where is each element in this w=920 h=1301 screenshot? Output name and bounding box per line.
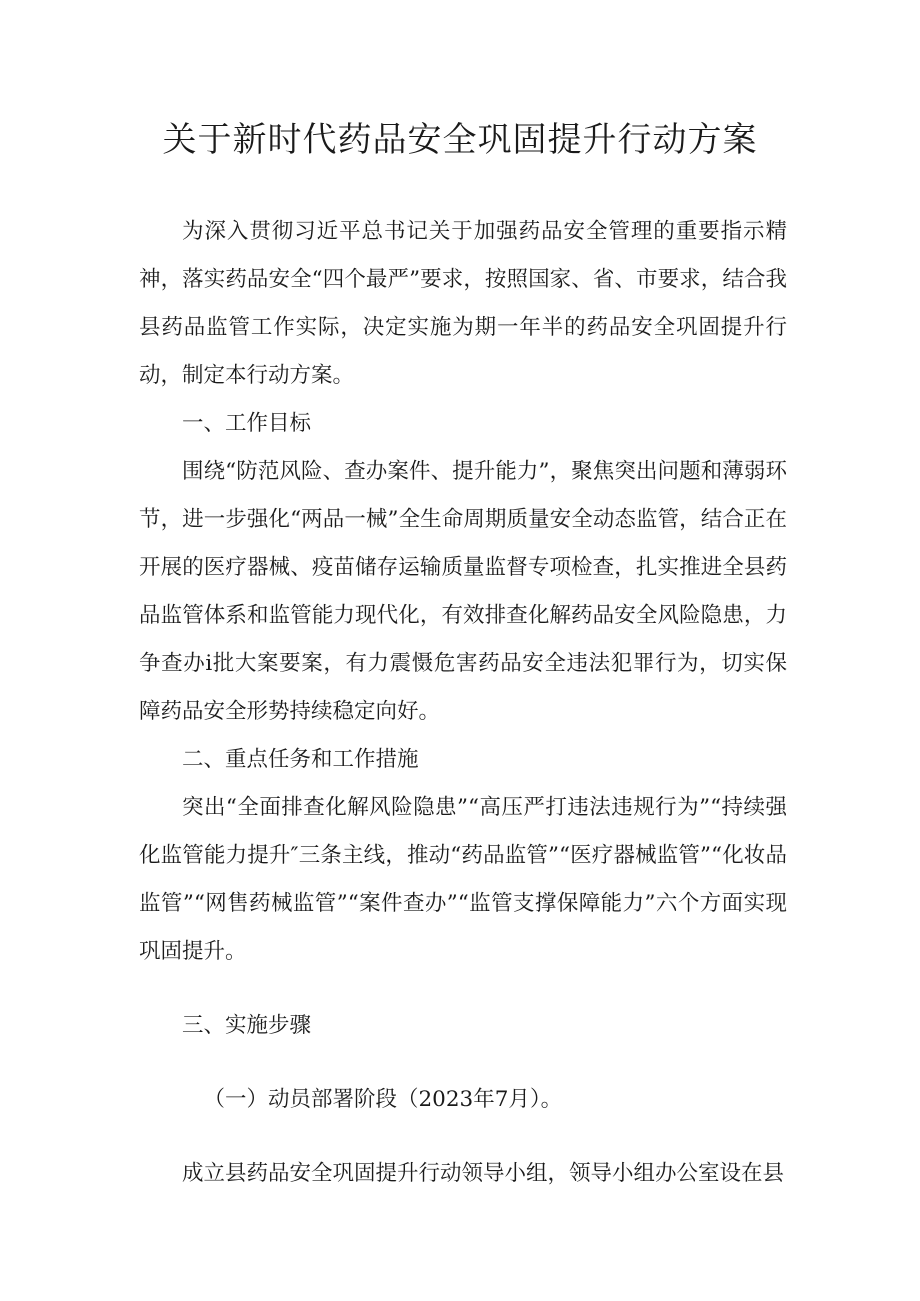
spacer [139,1124,787,1150]
section-3-subheading: （一）动员部署阶段（2023年7月）。 [203,1087,563,1112]
section-3-paragraph: 成立县药品安全巩固提升行动领导小组，领导小组办公室设在县 [182,1161,785,1186]
intro-paragraph: 为深入贯彻习近平总书记关于加强药品安全管理的重要指示精神，落实药品安全“四个最严”要求，按照国家、省、市要求，结合我县药品监管工作实际，决定实施为期一年半的药品安全巩固提升行动，制定本行动方案。 [139,219,787,388]
document-title: 关于新时代药品安全巩固提升行动方案 [162,120,758,160]
section-1-paragraph: 围绕“防范风险、查办案件、提升能力”，聚焦突出问题和薄弱环节，进一步强化“两品一械”全生命周期质量安全动态监管，结合正在开展的医疗器械、疫苗储存运输质量监督专项检查，扎实推进全县药品监管体系和监管能力现代化，有效排查化解药品安全风险隐患，力争查办i批大案要案，有力震慑危害药品安全违法犯罪行为，切实保障药品安全形势持续稳定向好。 [139,459,787,724]
section-3-heading: 三、实施步骤 [182,1013,312,1038]
spacer [139,1050,787,1076]
section-2-paragraph: 突出“全面排查化解风险隐患”“高压严打违法违规行为”“持续强化监管能力提升″三条主线，推动“药品监管”“医疗器械监管”“化妆品监管”“网售药械监管”“案件查办”“监管支撑保障能力”六个方面实现巩固提升。 [139,795,787,964]
section-1-heading: 一、工作目标 [182,411,312,436]
section-2-heading: 二、重点任务和工作措施 [182,747,419,772]
spacer [139,976,787,1002]
document-body [139,208,787,1198]
